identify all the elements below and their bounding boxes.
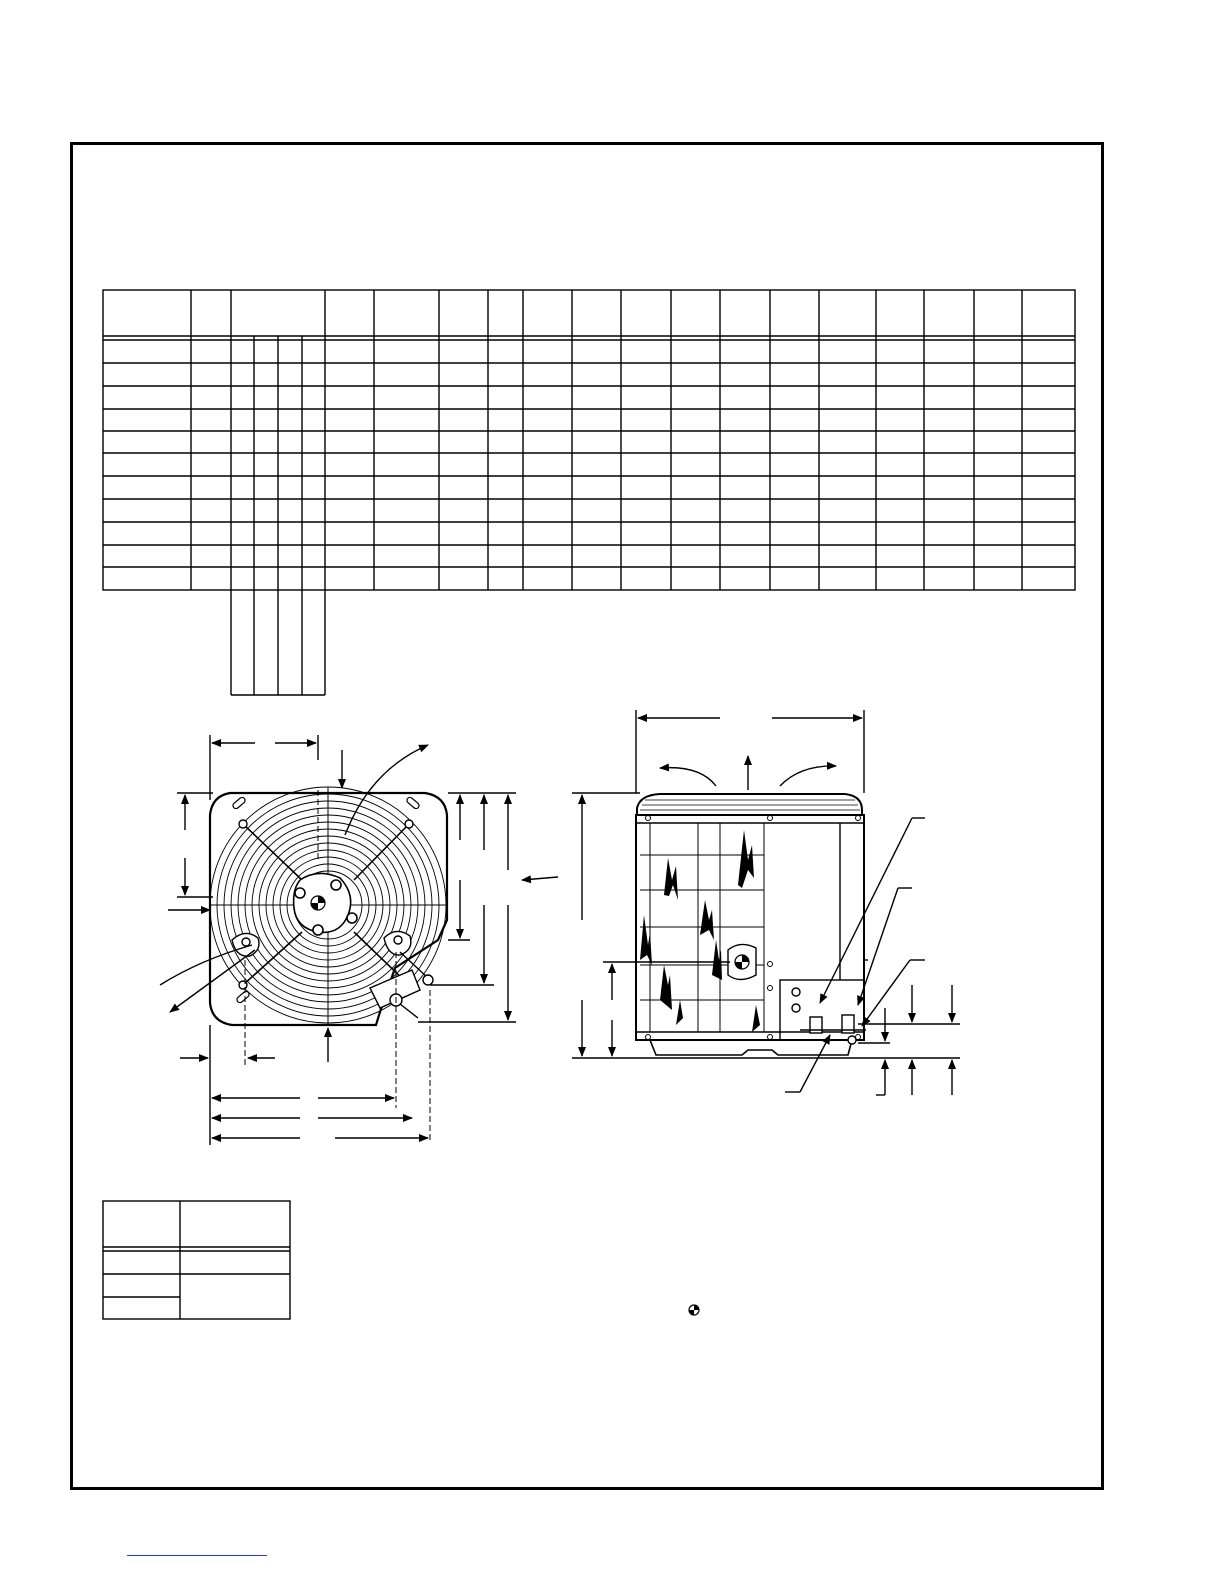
table-row-lines — [103, 363, 1075, 567]
center-of-gravity-icon — [735, 955, 749, 969]
top-view-drawing — [210, 787, 447, 1140]
top-grille-slats — [640, 800, 860, 810]
center-of-gravity-icon — [311, 896, 325, 910]
footer-link-underline[interactable] — [127, 1555, 267, 1556]
coil-table — [103, 1201, 290, 1319]
top-grille — [637, 794, 862, 815]
center-of-gravity-icon — [689, 1305, 699, 1315]
unit-base — [650, 1040, 852, 1055]
dimension-table — [103, 290, 1075, 695]
table-column-lines — [191, 290, 1022, 695]
table-subcolumn-lines — [254, 336, 302, 695]
coil-shading — [640, 830, 760, 1032]
side-view-drawing — [636, 794, 868, 1055]
side-view-dimensions — [572, 710, 960, 1095]
